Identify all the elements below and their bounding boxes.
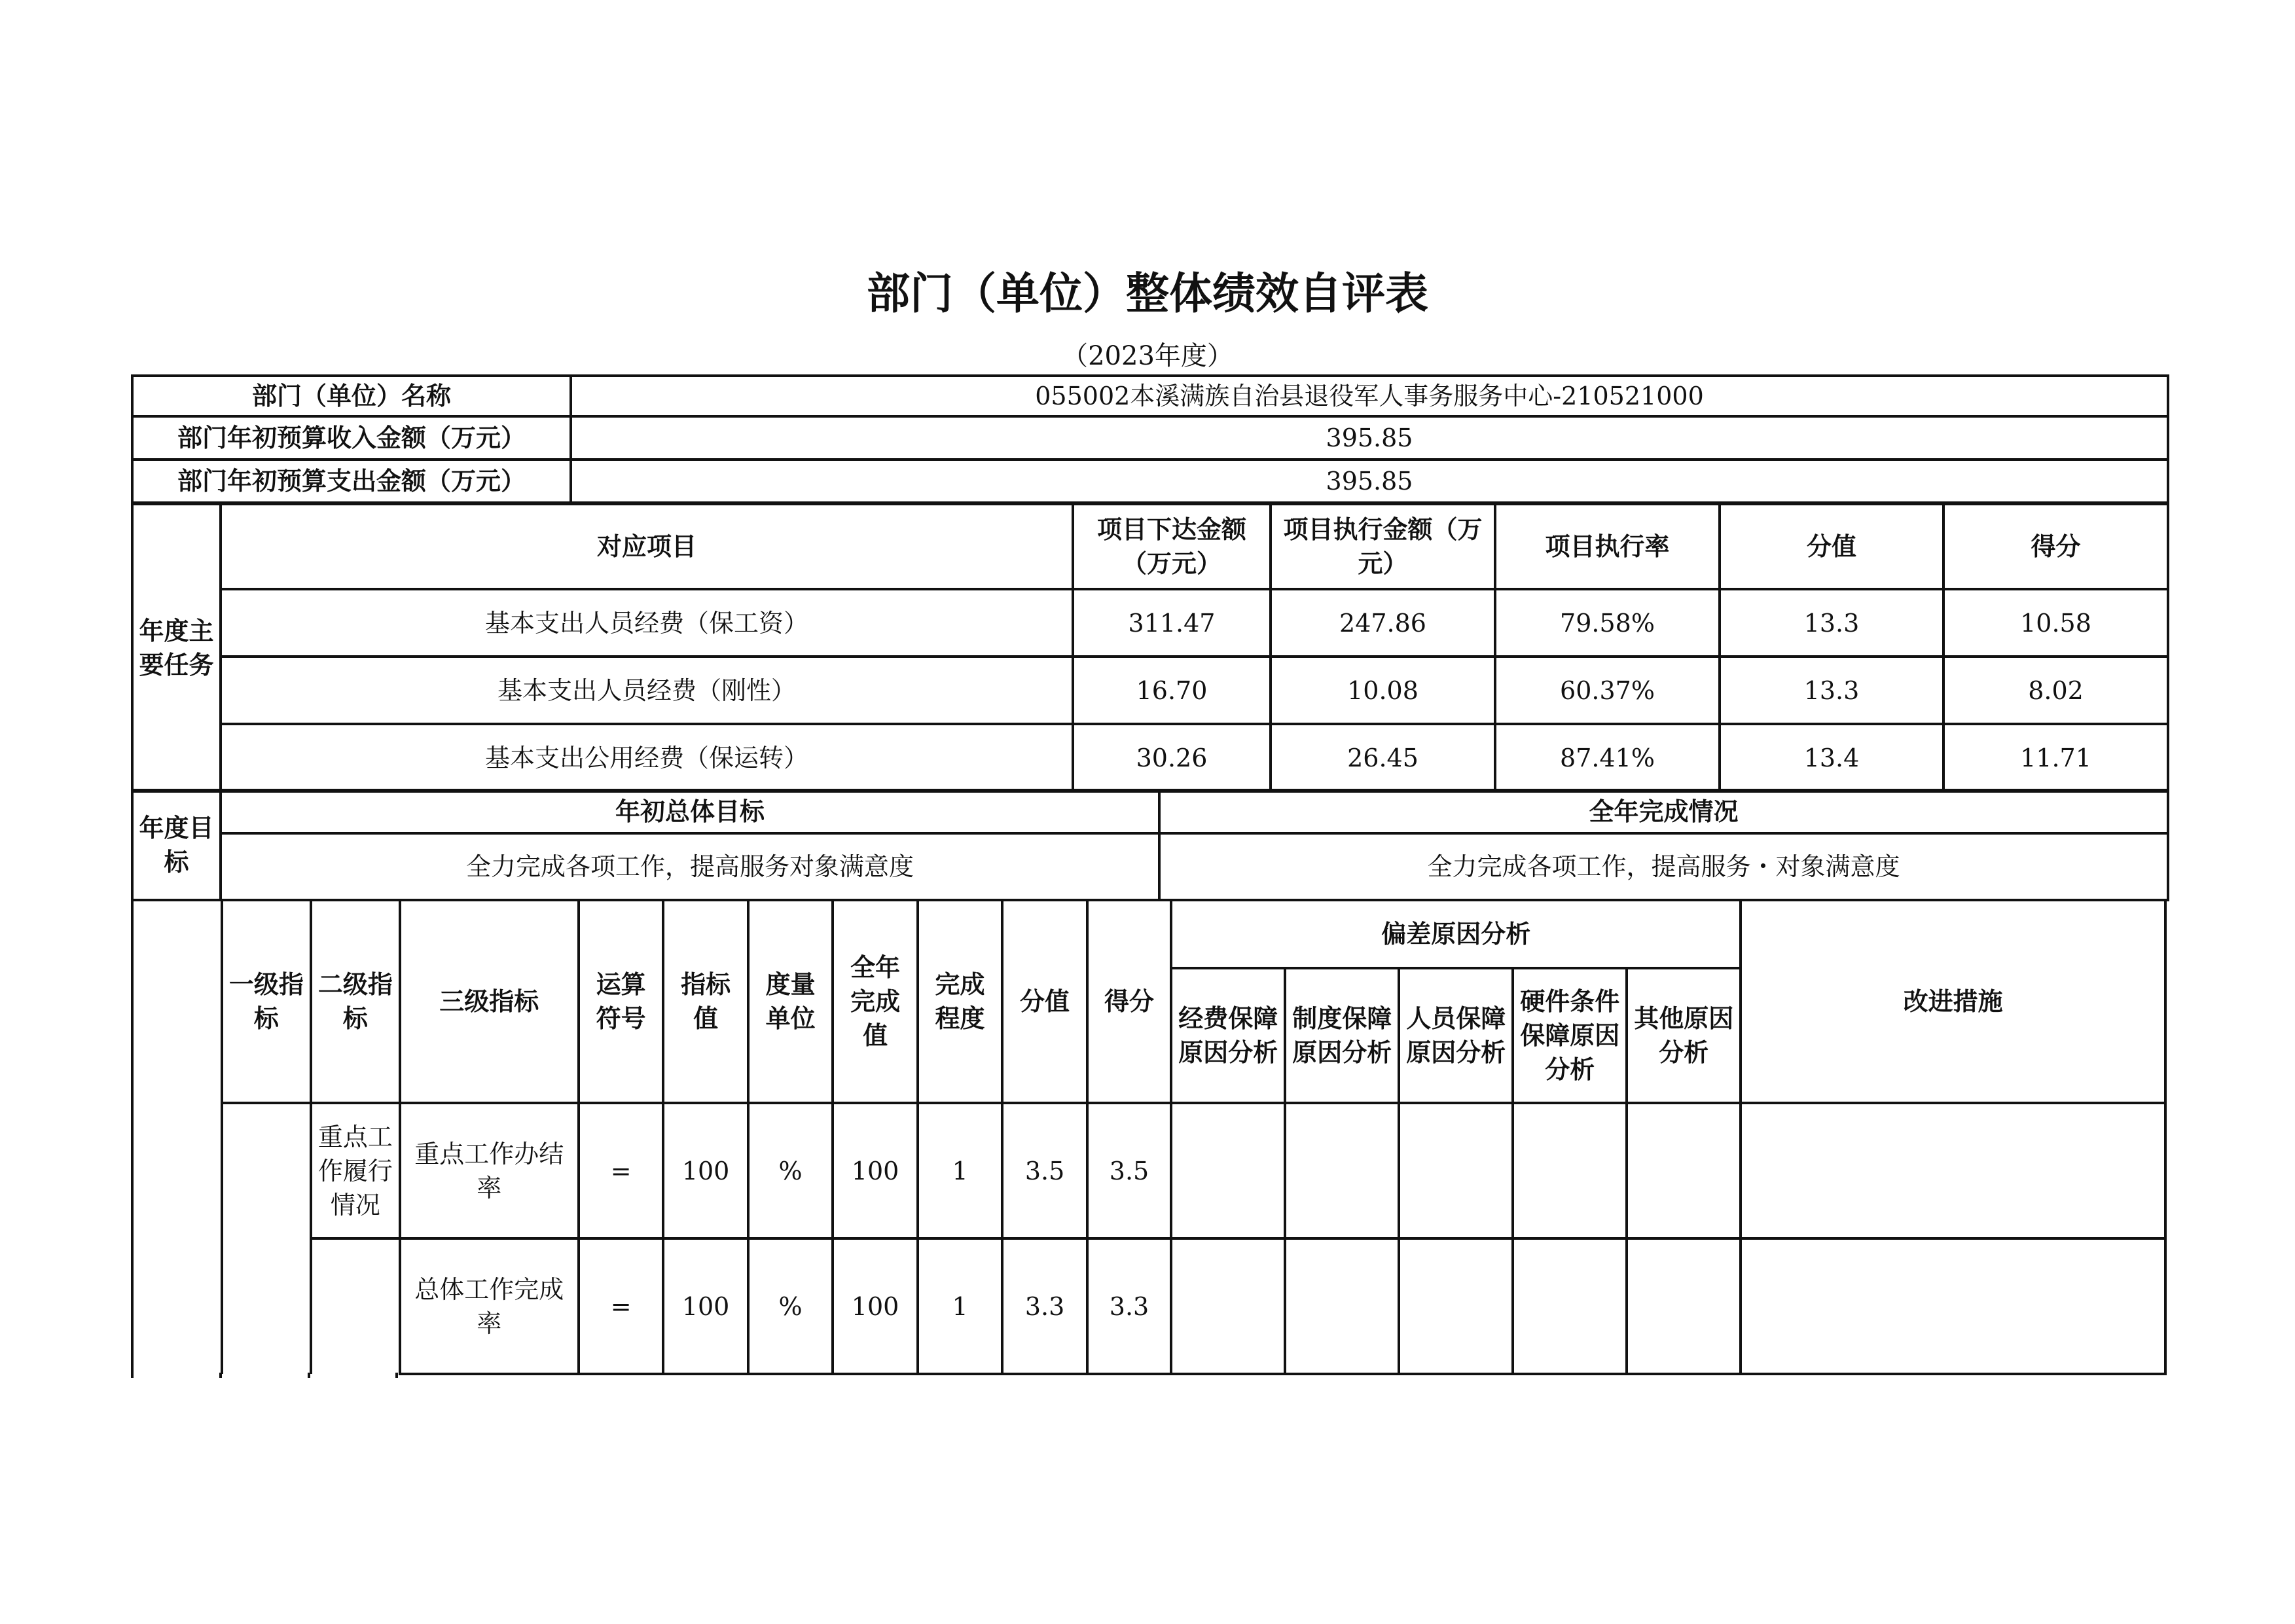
expense-label: 部门年初预算支出金额（万元）	[132, 460, 571, 503]
income-value: 395.85	[571, 416, 2168, 460]
header-level3: 三级指标	[400, 900, 579, 1103]
table-continuation-line	[308, 1373, 310, 1378]
table-row	[132, 657, 2168, 724]
task-executed: 247.86	[1271, 589, 1495, 657]
row-score: 3.3	[1087, 1238, 1171, 1374]
tasks-header-score: 得分	[1943, 504, 2168, 589]
task-executed: 26.45	[1271, 724, 1495, 791]
page-subtitle: （2023年度）	[1062, 341, 1233, 371]
row-degree: 1	[918, 1103, 1002, 1238]
row-dev-funding	[1171, 1238, 1285, 1374]
row-dev-system	[1285, 1103, 1399, 1238]
row-score-value: 3.3	[1002, 1238, 1087, 1374]
header-unit: 度量单位	[748, 900, 833, 1103]
row-target: 100	[663, 1103, 748, 1238]
task-score: 8.02	[1943, 657, 2168, 724]
table-continuation-line	[131, 1373, 134, 1378]
row-level3: 总体工作完成率	[400, 1238, 579, 1374]
task-executed: 10.08	[1271, 657, 1495, 724]
table-row	[132, 589, 2168, 657]
table-row	[132, 1238, 2165, 1374]
tasks-header-score-value: 分值	[1720, 504, 1943, 589]
header-dev-personnel: 人员保障原因分析	[1399, 968, 1513, 1103]
task-score-value: 13.4	[1720, 724, 1943, 791]
indicators-section-label	[132, 900, 222, 1374]
tasks-header-project: 对应项目	[221, 504, 1073, 589]
task-project: 基本支出人员经费（刚性）	[221, 657, 1073, 724]
header-level1: 一级指标	[222, 900, 312, 1103]
row-improvement	[1741, 1238, 2165, 1374]
row-dev-hardware	[1513, 1238, 1627, 1374]
row-dev-other	[1627, 1238, 1741, 1374]
row-degree: 1	[918, 1238, 1002, 1374]
annual-tasks-table	[131, 503, 2169, 793]
row-unit: %	[748, 1238, 833, 1374]
task-allocated: 16.70	[1073, 657, 1271, 724]
header-degree: 完成程度	[918, 900, 1002, 1103]
row-target: 100	[663, 1238, 748, 1374]
header-dev-funding: 经费保障原因分析	[1171, 968, 1285, 1103]
header-deviation: 偏差原因分析	[1171, 900, 1741, 968]
header-level2: 二级指标	[311, 900, 400, 1103]
task-project: 基本支出人员经费（保工资）	[221, 589, 1073, 657]
header-dev-hardware: 硬件条件保障原因分析	[1513, 968, 1627, 1103]
initial-goal-header: 年初总体目标	[221, 790, 1159, 833]
row-operator: =	[579, 1103, 663, 1238]
row-dev-system	[1285, 1238, 1399, 1374]
row-level1	[222, 1103, 312, 1374]
header-score-value: 分值	[1002, 900, 1087, 1103]
unit-info-table	[131, 374, 2169, 504]
completion-value: 全力完成各项工作，提高服务・对象满意度	[1159, 833, 2168, 900]
row-improvement	[1741, 1103, 2165, 1238]
expense-value: 395.85	[571, 460, 2168, 503]
row-dev-personnel	[1399, 1238, 1513, 1374]
row-dev-other	[1627, 1103, 1741, 1238]
row-dev-funding	[1171, 1103, 1285, 1238]
unit-name-value: 055002本溪满族自治县退役军人事务服务中心-210521000	[571, 376, 2168, 416]
row-actual: 100	[833, 1103, 917, 1238]
row-unit: %	[748, 1103, 833, 1238]
row-dev-personnel	[1399, 1103, 1513, 1238]
tasks-header-executed: 项目执行金额（万元）	[1271, 504, 1495, 589]
tasks-header-allocated: 项目下达金额（万元）	[1073, 504, 1271, 589]
table-row	[132, 724, 2168, 791]
row-score: 3.5	[1087, 1103, 1171, 1238]
row-score-value: 3.5	[1002, 1103, 1087, 1238]
indicators-table	[131, 899, 2167, 1375]
task-score: 11.71	[1943, 724, 2168, 791]
table-continuation-line	[219, 1373, 222, 1378]
goals-section-label: 年度目标	[132, 790, 221, 900]
row-actual: 100	[833, 1238, 917, 1374]
header-improvement: 改进措施	[1741, 900, 2165, 1103]
row-level2: 重点工作履行情况	[311, 1103, 400, 1238]
header-dev-system: 制度保障原因分析	[1285, 968, 1399, 1103]
task-rate: 60.37%	[1495, 657, 1720, 724]
task-score: 10.58	[1943, 589, 2168, 657]
header-dev-other: 其他原因分析	[1627, 968, 1741, 1103]
row-level2	[311, 1238, 400, 1374]
header-actual: 全年完成值	[833, 900, 917, 1103]
header-target: 指标值	[663, 900, 748, 1103]
annual-goals-table	[131, 789, 2169, 901]
page-title: 部门（单位）整体绩效自评表	[867, 268, 1428, 319]
table-row	[132, 1103, 2165, 1238]
income-label: 部门年初预算收入金额（万元）	[132, 416, 571, 460]
task-project: 基本支出公用经费（保运转）	[221, 724, 1073, 791]
row-level3: 重点工作办结率	[400, 1103, 579, 1238]
task-rate: 87.41%	[1495, 724, 1720, 791]
row-operator: =	[579, 1238, 663, 1374]
task-allocated: 30.26	[1073, 724, 1271, 791]
initial-goal-value: 全力完成各项工作，提高服务对象满意度	[221, 833, 1159, 900]
tasks-header-rate: 项目执行率	[1495, 504, 1720, 589]
task-score-value: 13.3	[1720, 589, 1943, 657]
header-operator: 运算符号	[579, 900, 663, 1103]
task-score-value: 13.3	[1720, 657, 1943, 724]
table-continuation-line	[395, 1373, 398, 1378]
header-score: 得分	[1087, 900, 1171, 1103]
row-dev-hardware	[1513, 1103, 1627, 1238]
task-allocated: 311.47	[1073, 589, 1271, 657]
unit-name-label: 部门（单位）名称	[132, 376, 571, 416]
completion-header: 全年完成情况	[1159, 790, 2168, 833]
tasks-section-label: 年度主要任务	[132, 504, 221, 791]
task-rate: 79.58%	[1495, 589, 1720, 657]
